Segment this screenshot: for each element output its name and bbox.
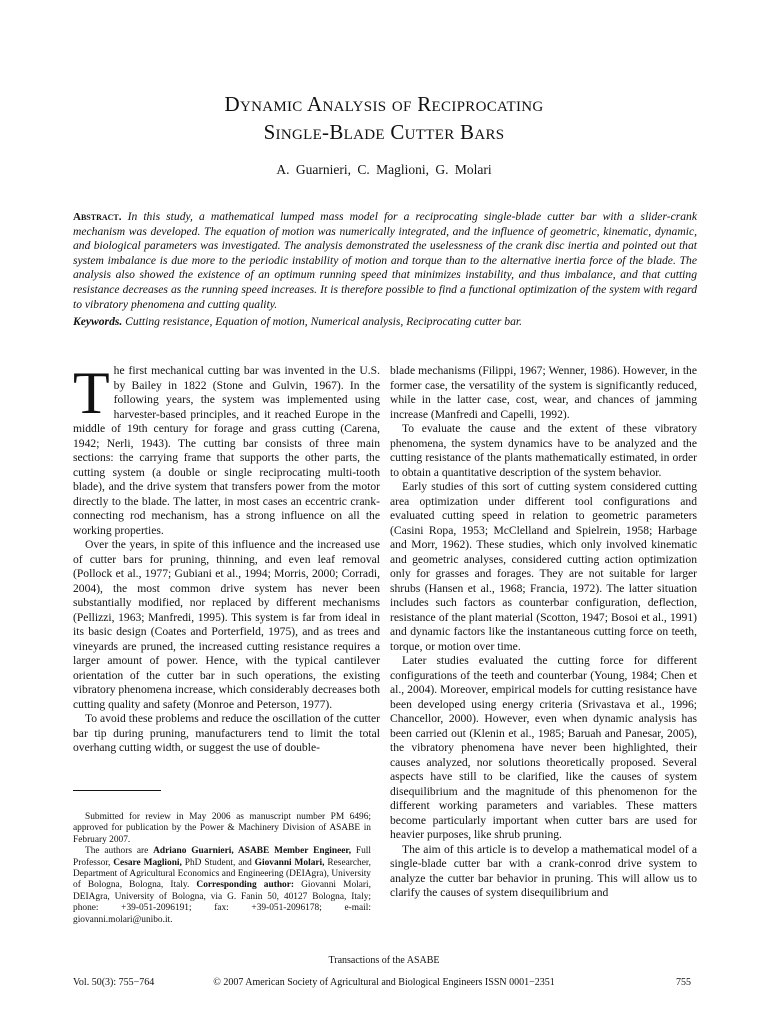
body-paragraph: To avoid these problems and reduce the oscillation of the cutter bar tip during pruning, manufacturers tend to limit the total overhang cutting width, or suggest the use of double- — [73, 712, 380, 754]
body-paragraph: Later studies evaluated the cutting force for different configurations of the teeth and counterbar (Young, 1984; Chen et al., 2004). Moreover, empirical models for cutting resistance have been developed using energy criteria (Srivastava et al., 1996; Chancellor, 2000). However, even when dynamic analysis has been carried out (Klenin et al., 1985; Baruah and Panesar, 2005), the vibratory phenomena have never been highlighted, their causes analyzed, nor solutions theoretically proposed. Several aspects have still to be clarified, like the causes of system disequilibrium and the magnitude of this phenomenon for the different working parameters and variables. These matters become particularly important when cutter bars are used for heavier purposes, like shrub pruning. — [390, 654, 697, 841]
abstract-text: In this study, a mathematical lumped mass model for a reciprocating single-blade cutter bar with a slider-crank mechanism was developed. The equation of motion was numerically integrated, and the influence of geometric, kinematic, dynamic, and biological parameters was investigated. The analysis demonstrated the uselessness of the crank disc inertia and pointed out that system imbalance is due more to the periodic instability of motion and torque than to the alternative inertia force of the blade. The analysis also showed the existence of an optimum running speed that minimizes instability, and thus imbalance, and that cutting resistance decreases as the running speed increases. It is therefore possible to find a functional optimization of the system with regard to vibratory phenomena and cutting quality. — [73, 210, 697, 311]
body-left-column — [73, 360, 380, 756]
paragraph-text: he first mechanical cutting bar was invented in the U.S. by Bailey in 1822 (Stone and Gulvin, 1967). In the following years, the system was implemented using harvester-based principles, and it reached Europe in the middle of 19th century for forage and grass cutting (Carena, 1942; Nerli, 1943). The cutting bar consists of three main sections: the carrying frame that supports the other parts, the cutting system (a double or single reciprocating multi-tooth blade), and the drive system that transfers power from the motor directly to the blade. The latter, in most cases an eccentric crank-connecting rod mechanism, has a strong influence on all the working properties. — [73, 364, 380, 537]
footnote-submitted: Submitted for review in May 2006 as manuscript number PM 6496; approved for publication by the Power & Machinery Division of ASABE in February 2007. — [73, 812, 371, 845]
keywords-label: Keywords. — [73, 315, 123, 328]
author-name: Adriano Guarnieri, ASABE Member Engineer, — [153, 846, 352, 857]
author-name: Cesare Maglioni, — [113, 857, 182, 868]
footnote-text: Giovanni Molari, DEIAgra, University of Bologna, via G. Fanin 50, 40127 Bologna, Italy; phone: +39-051-2096191; fax: +39-051-2096178; e-mail: giovanni.molari@unibo.it. — [73, 880, 371, 925]
drop-cap: T — [73, 360, 110, 426]
body-paragraph: Early studies of this sort of cutting system considered cutting area optimization under different tool configurations and evaluated cutting speed in relation to geometric parameters (Casini Ropa, 1953; McClelland and Spielrein, 1958; Harbage and Morr, 1962). These studies, which only involved kinematic and geometric analyses, considered cutting action optimization only for grasses and forages. They are not suitable for larger shrubs (Hansen et al., 1968; Francia, 1972). The latter situation includes such factors as counterbar configuration, deflection, resistance of the plant material (Scotton, 1947; Bosoi et al., 1991) and dynamic factors like the instantaneous cutting force on teeth, torque, or motion over time. — [390, 480, 697, 653]
footnote-text: PhD Student, and — [181, 857, 255, 868]
footer-volume: Vol. 50(3): 755−764 — [73, 977, 155, 988]
body-paragraph: Over the years, in spite of this influence and the increased use of cutter bars for pruning, thinning, and even leaf removal (Pollock et al., 1977; Gubiani et al., 1994; Morris, 2000; Corradi, 2004), the most common drive system has never been substantially modified, nor replaced by different mechanisms (Pellizzi, 1963; Manfredi, 1995). This system is far from ideal in its basic design (Coates and Porterfield, 1975), and as trees and vineyards are pruned, the increased cutting resistance requires a larger amount of power. Hence, with the typical cantilever orientation of the cutter bar in such operations, the existing vibratory phenomena increase, which considerably decreases both cutting quality and safety (Monroe and Peterson, 1977). — [73, 538, 380, 711]
body-paragraph: To evaluate the cause and the extent of these vibratory phenomena, the system dynamics have to be analyzed and the cutting resistance of the plants mathematically estimated, in order to obtain a quantitative description of the system behavior. — [390, 422, 697, 479]
footnote-rule — [73, 790, 161, 791]
keywords-text: Cutting resistance, Equation of motion, Numerical analysis, Reciprocating cutter bar. — [122, 315, 523, 328]
body-paragraph: The aim of this article is to develop a mathematical model of a single-blade cutter bar with a crank-conrod drive system to analyze the cutter bar behavior in pruning. This will allow us to clarify the causes of system disequilibrium and — [390, 842, 697, 899]
footnote-text: Full Professor, — [73, 846, 371, 868]
keywords — [73, 315, 697, 330]
footnote-text: Researcher, Department of Agricultural Economics and Engineering (DEIAgra), University of Bologna, Bologna, Italy. — [73, 857, 372, 891]
abstract — [73, 210, 697, 312]
paper-title-line-2: Single-Blade Cutter Bars — [263, 120, 505, 144]
footer-journal: Transactions of the ASABE — [328, 955, 440, 966]
body-paragraph: blade mechanisms (Filippi, 1967; Wenner, 1986). However, in the former case, the versatility of the system is significantly reduced, while in the latter case, cost, wear, and chances of jamming increase (Manfredi and Capelli, 1992). — [390, 364, 697, 421]
paper-title-line-1: Dynamic Analysis of Reciprocating — [224, 92, 544, 116]
body-paragraph — [73, 360, 380, 538]
body-right-column — [390, 364, 697, 901]
footnote — [73, 812, 371, 926]
footnote-text: The authors are — [85, 846, 154, 857]
footer-copyright: © 2007 American Society of Agricultural and Biological Engineers ISSN 0001−2351 — [213, 977, 555, 988]
abstract-label: Abstract. — [73, 211, 122, 223]
footnote-authors — [73, 846, 371, 926]
author-name: Giovanni Molari, — [254, 857, 325, 868]
page-number: 755 — [676, 977, 691, 988]
corresponding-author-label: Corresponding author: — [196, 880, 295, 891]
authors: A. Guarnieri, C. Maglioni, G. Molari — [276, 162, 492, 177]
